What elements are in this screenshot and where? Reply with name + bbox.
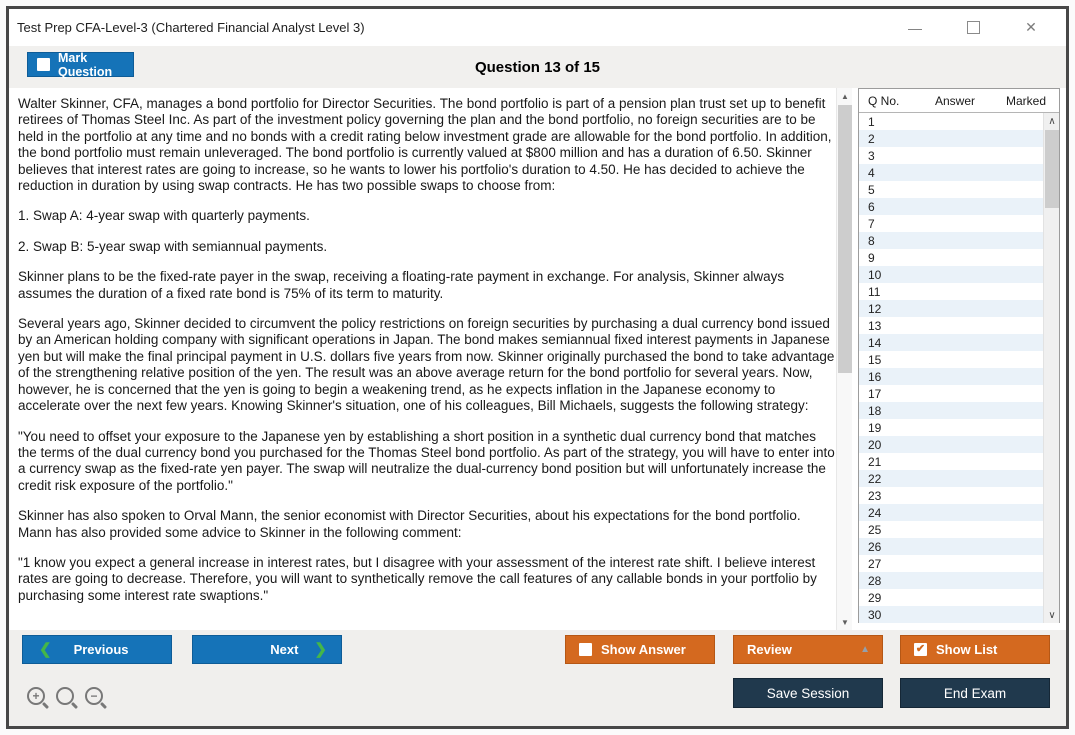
question-number: 1: [868, 114, 875, 129]
question-row[interactable]: [859, 487, 1043, 504]
review-dropdown-button[interactable]: [733, 635, 883, 664]
show-list-checkbox[interactable]: ✔: [915, 643, 926, 655]
question-number: 3: [868, 148, 875, 163]
question-row[interactable]: [859, 283, 1043, 300]
chevron-right-icon: ❯: [314, 641, 327, 658]
question-row[interactable]: [859, 249, 1043, 266]
maximize-icon[interactable]: [944, 9, 1002, 46]
question-list-header: [859, 89, 1059, 113]
passage-scrollbar[interactable]: [836, 88, 852, 630]
save-session-label: Save Session: [766, 685, 850, 701]
question-number: 13: [868, 318, 882, 333]
magnifier-icon[interactable]: [56, 687, 74, 705]
question-row[interactable]: [859, 572, 1043, 589]
question-number: 23: [868, 488, 882, 503]
window-controls: [886, 9, 1060, 46]
passage-scrollbar-thumb[interactable]: [838, 105, 852, 373]
question-row[interactable]: [859, 300, 1043, 317]
question-number: 12: [868, 301, 882, 316]
question-number: 16: [868, 369, 882, 384]
question-row[interactable]: [859, 266, 1043, 283]
question-number: 6: [868, 199, 875, 214]
passage-paragraph: 1. Swap A: 4-year swap with quarterly payments.: [18, 208, 310, 224]
zoom-in-icon[interactable]: +: [27, 687, 45, 705]
question-number: 10: [868, 267, 882, 282]
scroll-down-icon[interactable]: ▼: [841, 617, 849, 627]
column-qno: Q No.: [868, 93, 900, 108]
passage: [18, 96, 836, 630]
question-number: 8: [868, 233, 875, 248]
question-row[interactable]: [859, 419, 1043, 436]
question-number: 21: [868, 454, 882, 469]
question-row[interactable]: [859, 453, 1043, 470]
question-row[interactable]: [859, 521, 1043, 538]
question-row[interactable]: [859, 385, 1043, 402]
end-exam-button[interactable]: [900, 678, 1050, 708]
question-row[interactable]: [859, 606, 1043, 623]
footer-bar: [9, 630, 1066, 726]
minimize-icon[interactable]: —: [908, 19, 922, 36]
mark-question-label: Mark Question: [58, 50, 113, 79]
question-list-panel: [858, 88, 1060, 623]
question-row[interactable]: [859, 147, 1043, 164]
question-number: 15: [868, 352, 882, 367]
question-row[interactable]: [859, 589, 1043, 606]
scroll-up-icon[interactable]: ∧: [1048, 115, 1056, 127]
header-bar: [9, 46, 1066, 88]
question-row[interactable]: [859, 113, 1043, 130]
show-answer-checkbox[interactable]: [579, 643, 592, 656]
question-number: 30: [868, 607, 882, 622]
mark-question-button[interactable]: [27, 52, 134, 77]
question-number: 29: [868, 590, 882, 605]
save-session-button[interactable]: [733, 678, 883, 708]
close-icon[interactable]: ✕: [1025, 19, 1037, 35]
question-list-scrollbar[interactable]: [1043, 113, 1059, 623]
previous-button[interactable]: [22, 635, 172, 664]
show-list-button[interactable]: [900, 635, 1050, 664]
question-number: 20: [868, 437, 882, 452]
question-row[interactable]: [859, 334, 1043, 351]
question-counter: Question 13 of 15: [474, 58, 601, 76]
question-number: 27: [868, 556, 882, 571]
passage-paragraph: Walter Skinner, CFA, manages a bond portfolio for Director Securities. The bond portfolio is part of a pension plan trust set up to benefit retirees of Thomas Steel Inc. As part of the investment policy governing the plan and the bond portfolio, no foreign securities are to be held in the portfolio at any time and no bonds with a credit rating below investment grade are allowable for the bond portfolio. In addition, the bond portfolio must remain unleveraged. The bond portfolio is currently valued at $800 million and has a duration of 6.50. Skinner believes that interest rates are going to increase, so he wants to lower his portfolio's duration to 4.50. He has decided to achieve the reduction in duration by using swap contracts. He has two possible swaps to choose from:: [18, 96, 832, 194]
zoom-out-icon[interactable]: −: [85, 687, 103, 705]
app-window: [6, 6, 1069, 729]
review-label: Review: [747, 642, 792, 657]
question-number: 22: [868, 471, 882, 486]
mark-question-checkbox[interactable]: [37, 58, 50, 71]
column-answer: Answer: [934, 93, 975, 108]
chevron-left-icon: ❮: [39, 641, 52, 658]
next-button[interactable]: [192, 635, 342, 664]
question-number: 28: [868, 573, 882, 588]
question-row[interactable]: [859, 232, 1043, 249]
passage-paragraph: Skinner has also spoken to Orval Mann, the senior economist with Director Securities, about his expectations for the bond portfolio. Mann has also provided some advice to Skinner in the following comment:: [18, 508, 801, 540]
show-answer-button[interactable]: [565, 635, 715, 664]
passage-paragraph: Several years ago, Skinner decided to circumvent the policy restrictions on foreign securities by purchasing a dual currency bond issued by an American holding company with significant operations in Japan. The bond makes semiannual fixed interest payments in Japanese yen but will make the final principal payment in U.S. dollars five years from now. Skinner originally purchased the bond to take advantage of the strengthening relative position of the yen. The result was an above average return for the bond portfolio for several years. Now, however, he is concerned that the yen is going to begin a weakening trend, as he expects inflation in the Japanese economy to accelerate over the next few years. Knowing Skinner's situation, one of his colleagues, Bill Michaels, suggests the following strategy:: [18, 316, 835, 414]
question-row[interactable]: [859, 555, 1043, 572]
next-label: Next: [270, 642, 299, 657]
maximize-box-glyph: [967, 21, 980, 34]
question-row[interactable]: [859, 130, 1043, 147]
question-number: 25: [868, 522, 882, 537]
main-area: [9, 88, 1066, 630]
question-row[interactable]: [859, 504, 1043, 521]
question-number: 17: [868, 386, 882, 401]
question-number: 14: [868, 335, 882, 350]
title-bar: [9, 9, 1066, 46]
previous-label: Previous: [73, 642, 129, 657]
question-row[interactable]: [859, 436, 1043, 453]
question-number: 24: [868, 505, 882, 520]
passage-paragraph: Skinner plans to be the fixed-rate payer in the swap, receiving a floating-rate payment in exchange. For analysis, Skinner always assumes the duration of a fixed rate bond is 75% of its term to maturity.: [18, 269, 785, 301]
question-number: 7: [868, 216, 875, 231]
passage-paragraph: "You need to offset your exposure to the Japanese yen by establishing a short position in a synthetic dual currency bond that matches the terms of the dual currency bond you purchased for the Thomas Steel bond portfolio. As part of the strategy, you will have to enter into a currency swap as the fixed-rate yen payer. The swap will neutralize the dual-currency bond position but will unfortunately increase the credit risk exposure of the portfolio.": [18, 428, 835, 493]
question-number: 11: [868, 284, 881, 299]
question-row[interactable]: [859, 470, 1043, 487]
question-row[interactable]: [859, 538, 1043, 555]
question-list-scrollbar-thumb[interactable]: [1045, 130, 1059, 208]
question-number: 4: [868, 165, 875, 180]
column-marked: Marked: [1005, 93, 1046, 108]
question-list-rows: [859, 113, 1043, 623]
question-row[interactable]: [859, 198, 1043, 215]
question-row[interactable]: [859, 181, 1043, 198]
question-number: 26: [868, 539, 882, 554]
question-row[interactable]: [859, 368, 1043, 385]
passage-paragraph: "1 know you expect a general increase in interest rates, but I disagree with your assessment of the interest rate shift. I believe interest rates are going to decrease. Therefore, you will want to synthetically remove the call features of any callable bonds in your portfolio by purchasing some interest rate swaptions.": [18, 554, 817, 603]
question-number: 18: [868, 403, 882, 418]
zoom-toolbar: [27, 687, 103, 705]
show-list-label: Show List: [936, 642, 998, 657]
question-row[interactable]: [859, 164, 1043, 181]
question-row[interactable]: [859, 215, 1043, 232]
scroll-down-icon[interactable]: ∨: [1048, 609, 1056, 621]
question-number: 5: [868, 182, 875, 197]
window-title: Test Prep CFA-Level-3 (Chartered Financial Analyst Level 3): [17, 20, 365, 35]
question-number: 19: [868, 420, 882, 435]
passage-paragraph: 2. Swap B: 5-year swap with semiannual payments.: [18, 238, 328, 254]
dropdown-arrow-icon: ▲: [860, 644, 870, 655]
end-exam-label: End Exam: [943, 685, 1007, 701]
question-number: 2: [868, 131, 875, 146]
question-number: 9: [868, 250, 875, 265]
question-row[interactable]: [859, 351, 1043, 368]
question-row[interactable]: [859, 402, 1043, 419]
question-row[interactable]: [859, 317, 1043, 334]
scroll-up-icon[interactable]: ▲: [841, 91, 849, 101]
show-answer-label: Show Answer: [601, 642, 686, 657]
